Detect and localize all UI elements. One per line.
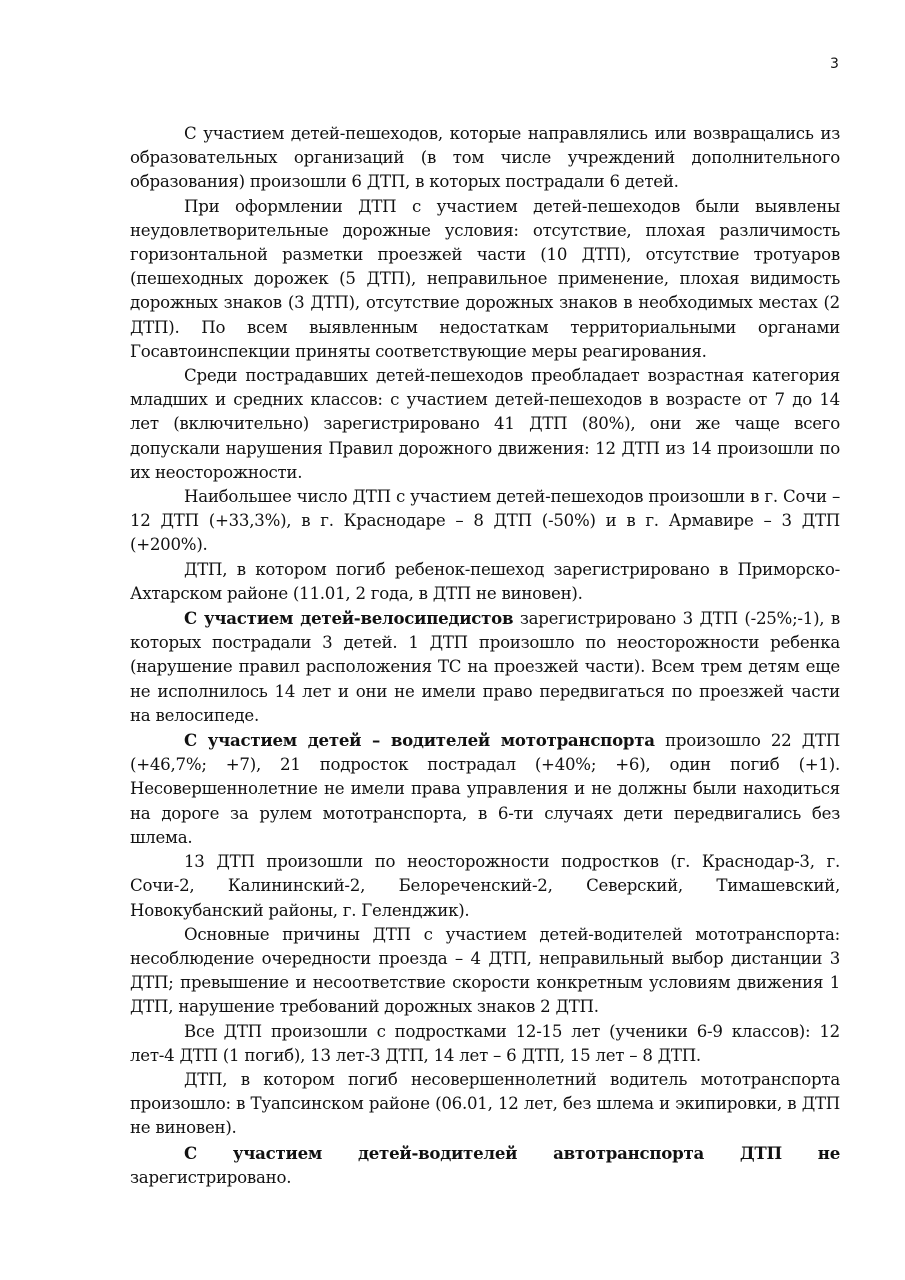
paragraph-2: При оформлении ДТП с участием детей-пешеходов были выявлены неудовлетворительные дорожные условия: отсутствие, плохая различимость горизонтальной разметки проезжей части (10 ДТП), отсутствие тротуаров (пешеходных дорожек (5 ДТП), неправильное применение, плохая видимость дорожных знаков (3 ДТП), отсутствие дорожных знаков в необходимых местах (2 ДТП). По всем выявленным недостаткам территориальными органами Госавтоинспекции приняты соответствующие меры реагирования. xyxy=(130,196,840,361)
paragraph-6: С участием детей-велосипедистов зарегистрировано 3 ДТП (-25%;-1), в которых пострадали 3 детей. 1 ДТП произошло по неосторожности ребенка (нарушение правил расположения ТС на проезжей части). Всем трем детям еще не исполнилось 14 лет и они не имели право передвигаться по проезжей части на велосипеде. xyxy=(130,608,840,725)
paragraph-12: С участием детей-водителей автотранспорта ДТП не зарегистрировано. xyxy=(130,1142,840,1187)
paragraph-7: С участием детей – водителей мототранспорта произошло 22 ДТП (+46,7%; +7), 21 подросток пострадал (+40%; +6), один погиб (+1). Несовершеннолетние не имели права управления и не должны были находиться на дороге за рулем мототранспорта, в 6-ти случаях дети передвигались без шлема. xyxy=(130,730,841,847)
paragraph-10: Все ДТП произошли с подростками 12-15 лет (ученики 6-9 классов): 12 лет-4 ДТП (1 погиб), 13 лет-3 ДТП, 14 лет – 6 ДТП, 15 лет – 8 ДТП. xyxy=(130,1021,840,1065)
bold-lead: С участием детей-велосипедистов xyxy=(184,608,514,629)
paragraph-1: С участием детей-пешеходов, которые направлялись или возвращались из образовательных организаций (в том числе учреждений дополнительного образования) произошли 6 ДТП, в которых пострадали 6 детей. xyxy=(130,124,840,192)
document-body xyxy=(130,122,840,1190)
bold-lead: С участием детей – водителей мототранспорта xyxy=(184,730,655,751)
paragraph-4: Наибольшее число ДТП с участием детей-пешеходов произошли в г. Сочи – 12 ДТП (+33,3%), в г. Краснодаре – 8 ДТП (-50%) и в г. Армавире – 3 ДТП (+200%). xyxy=(130,487,840,555)
paragraph-8: 13 ДТП произошли по неосторожности подростков (г. Краснодар-3, г. Сочи-2, Калининский-2, Белореченский-2, Северский, Тимашевский, Новокубанский районы, г. Геленджик). xyxy=(130,852,840,920)
paragraph-11: ДТП, в котором погиб несовершеннолетний водитель мототранспорта произошло: в Туапсинском районе (06.01, 12 лет, без шлема и экипировки, в ДТП не виновен). xyxy=(130,1069,840,1138)
paragraph-9: Основные причины ДТП с участием детей-водителей мототранспорта: несоблюдение очередности проезда – 4 ДТП, неправильный выбор дистанции 3 ДТП; превышение и несоответствие скорости конкретным условиям движения 1 ДТП, нарушение требований дорожных знаков 2 ДТП. xyxy=(130,924,840,1017)
page-number: 3 xyxy=(830,56,839,72)
bold-lead: С участием детей-водителей автотранспорта ДТП не xyxy=(184,1142,840,1163)
paragraph-5: ДТП, в котором погиб ребенок-пешеход зарегистрировано в Приморско-Ахтарском районе (11.01, 2 года, в ДТП не виновен). xyxy=(130,559,840,603)
paragraph-3: Среди пострадавших детей-пешеходов преобладает возрастная категория младших и средних классов: с участием детей-пешеходов в возрасте от 7 до 14 лет (включительно) зарегистрировано 41 ДТП (80%), они же чаще всего допускали нарушения Правил дорожного движения: 12 ДТП из 14 произошли по их неосторожности. xyxy=(130,366,840,482)
